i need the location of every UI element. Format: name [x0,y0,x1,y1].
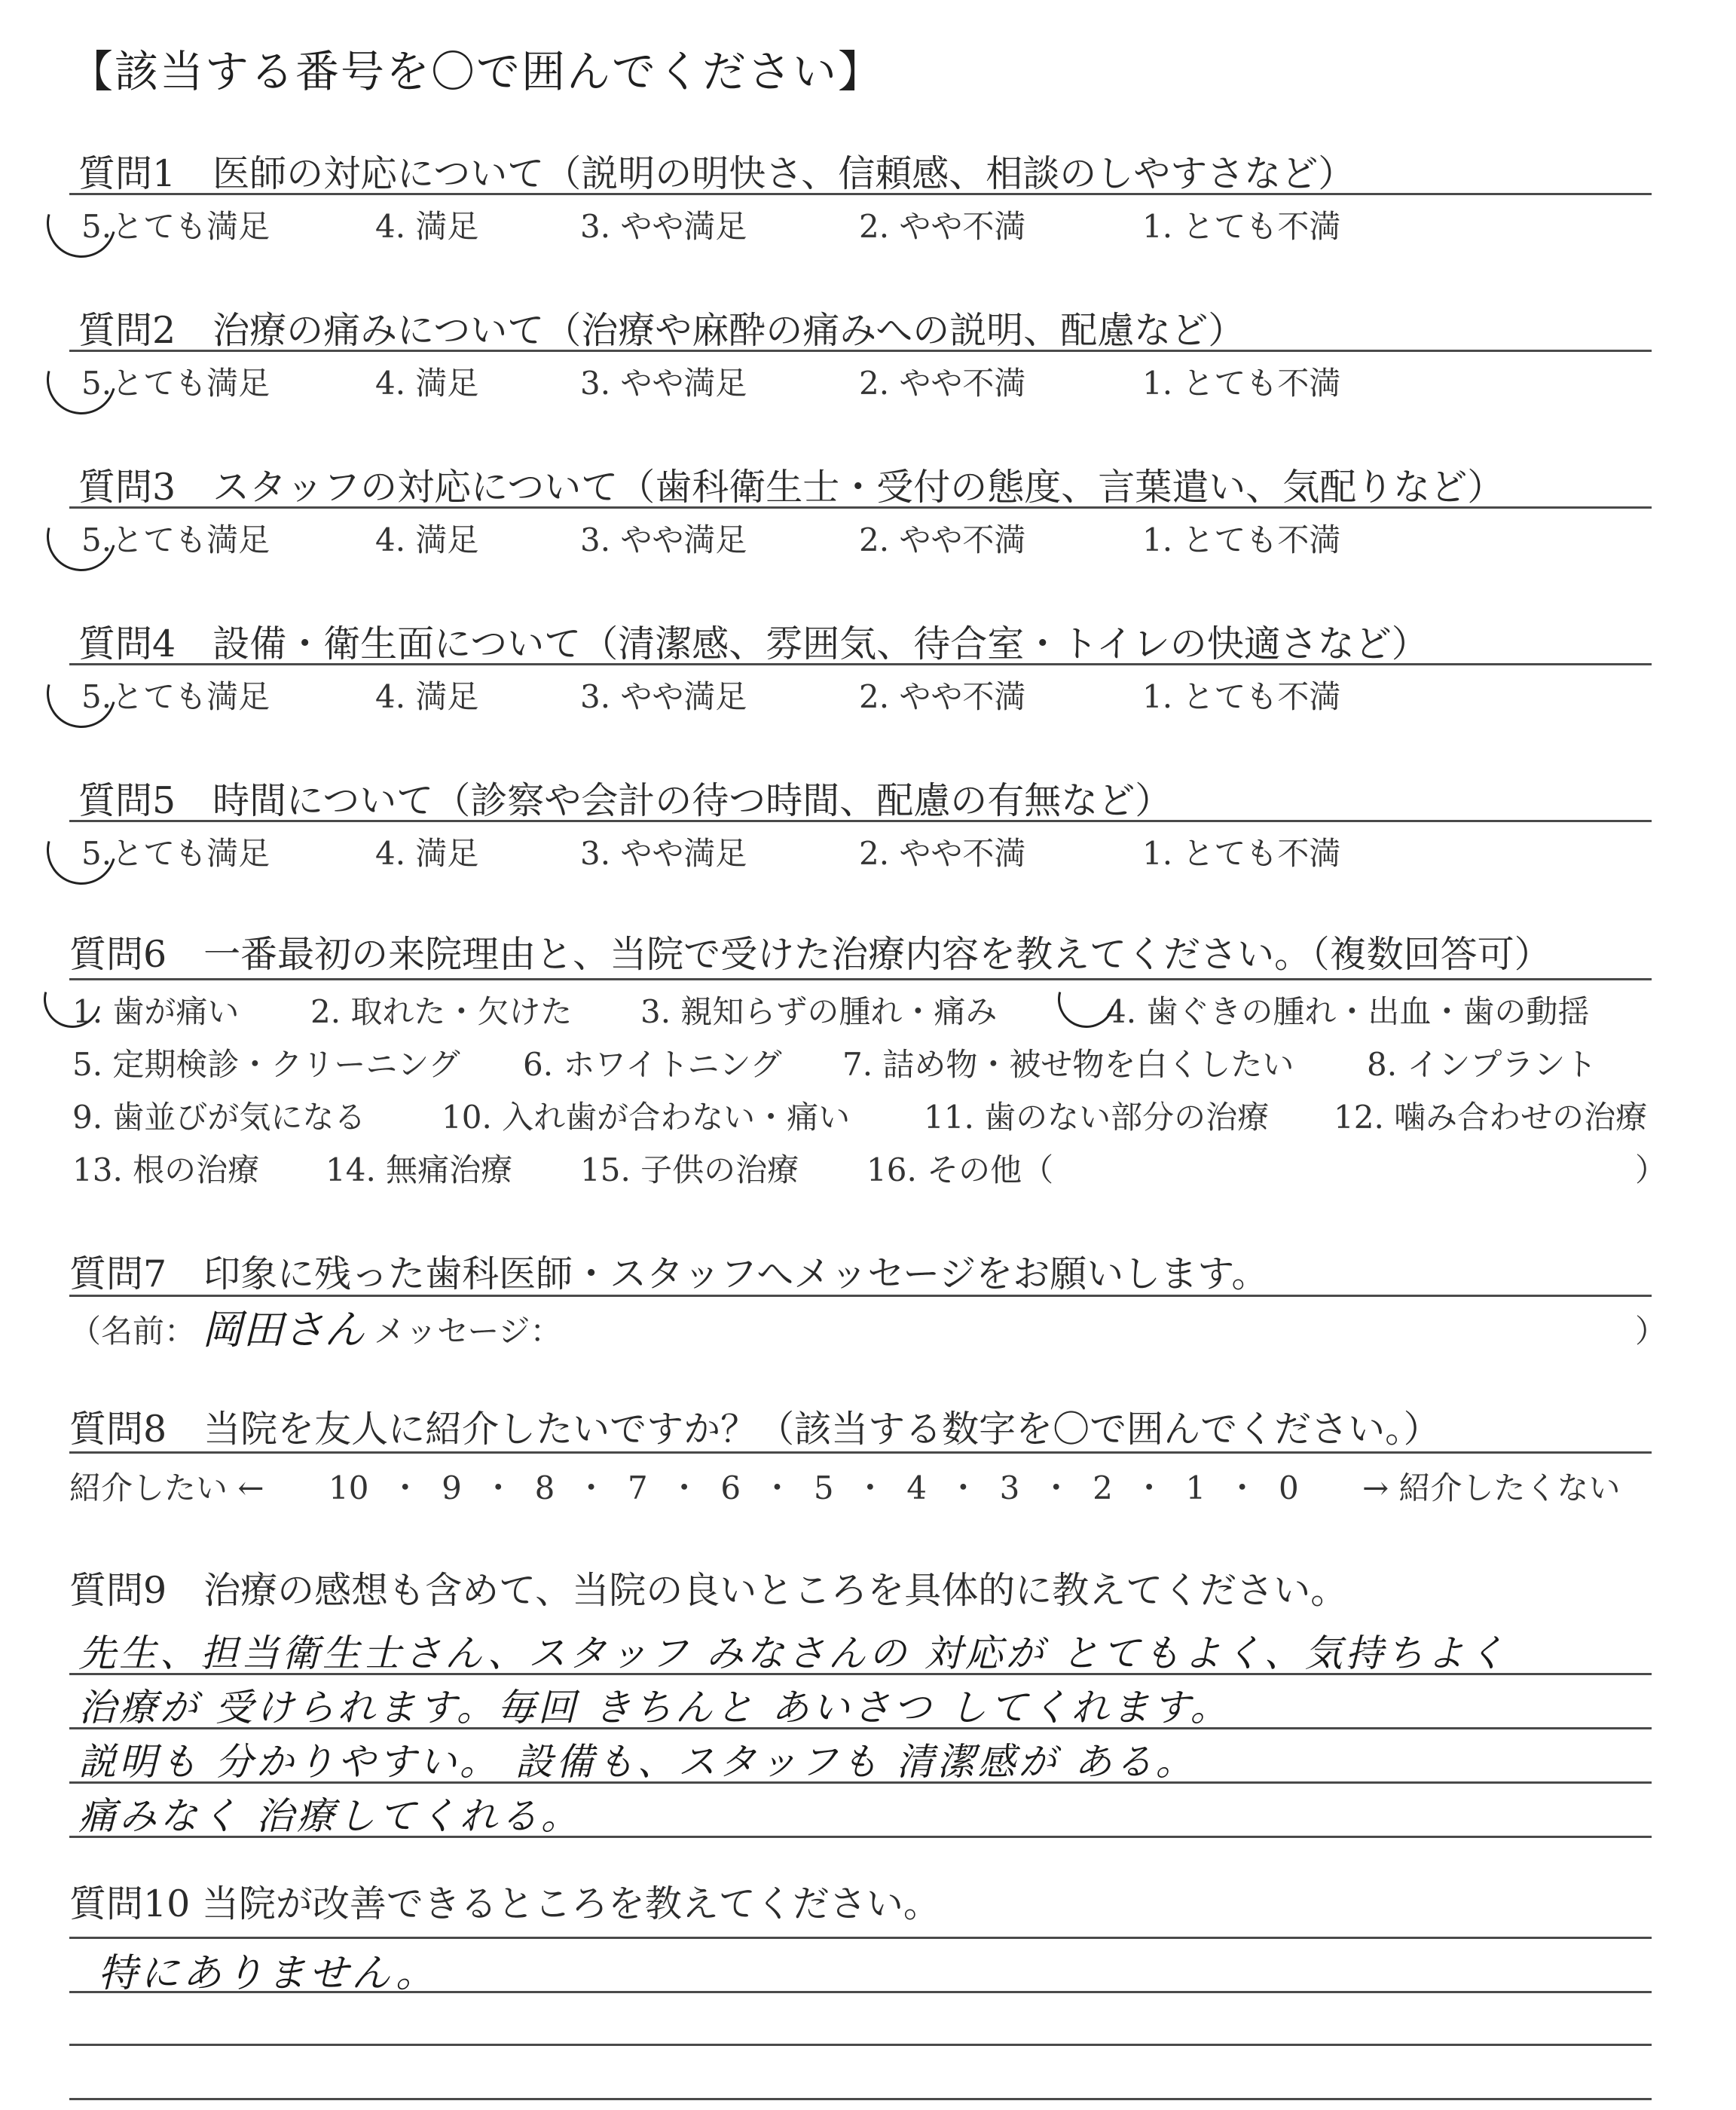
q1-option[interactable]: 3. やや満足 [580,208,747,245]
q7-rule [69,1295,1652,1297]
q6-option[interactable]: 15. 子供の治療 [580,1151,799,1188]
q10-title: 質問10 当院が改善できるところを教えてください。 [69,1882,940,1925]
q4-title: 質問4 設備・衛生面について（清潔感、雰囲気、待合室・トイレの快適さなど） [78,622,1429,665]
q6-option[interactable]: 5. 定期検診・クリーニング [72,1046,460,1083]
q1-rule [69,193,1652,195]
q5-option[interactable]: 5.とても満足 [81,835,270,872]
q2-option[interactable]: 4. 満足 [375,365,479,402]
q8-scale-right: → 紹介したくない [1362,1469,1621,1506]
q4-option[interactable]: 1. とても不満 [1142,678,1341,715]
q9-title: 質問9 治療の感想も含めて、当院の良いところを具体的に教えてください。 [69,1569,1348,1612]
q3-option[interactable]: 5.とても満足 [81,521,270,558]
q1-option[interactable]: 1. とても不満 [1142,208,1341,245]
q8-scale: 10 ・ 9 ・ 8 ・ 7 ・ 6 ・ 5 ・ 4 ・ 3 ・ 2 ・ 1 ・ 0 [329,1469,1299,1506]
q8-title: 質問8 当院を友人に紹介したいですか？（該当する数字を〇で囲んでください。） [69,1408,1441,1451]
q6-option[interactable]: 8. インプラント [1367,1046,1597,1083]
q3-title: 質問3 スタッフの対応について（歯科衛生士・受付の態度、言葉遣い、気配りなど） [78,466,1505,509]
q2-title: 質問2 治療の痛みについて（治療や麻酔の痛みへの説明、配慮など） [78,309,1245,352]
q6-option[interactable]: 4. 歯ぐきの腫れ・出血・歯の動揺 [1106,993,1590,1030]
q2-option[interactable]: 5.とても満足 [81,365,270,402]
q4-option[interactable]: 3. やや満足 [580,678,747,715]
q1-option[interactable]: 5.とても満足 [81,208,270,245]
q10-answer-rule [69,1937,1652,1939]
q2-rule [69,350,1652,352]
q10-answer-rule [69,2098,1652,2100]
q3-rule [69,506,1652,509]
q8-scale-left: 紹介したい ← [69,1469,264,1506]
q9-answer-line: 説明も 分かりやすい。 設備も、スタッフも 清潔感が ある。 [78,1740,1197,1784]
q1-option[interactable]: 4. 満足 [375,208,479,245]
q9-answer-line: 治療が 受けられます。毎回 きちんと あいさつ してくれます。 [78,1686,1231,1729]
q6-option[interactable]: 12. 噛み合わせの治療 [1334,1099,1648,1136]
q5-rule [69,820,1652,822]
q7-message-label: メッセージ： [374,1313,562,1350]
q3-option[interactable]: 3. やや満足 [580,521,747,558]
q4-option[interactable]: 2. やや不満 [859,678,1026,715]
q6-option[interactable]: 10. 入れ歯が合わない・痛い [442,1099,851,1136]
q3-option[interactable]: 4. 満足 [375,521,479,558]
q8-rule [69,1451,1652,1454]
q7-name-value: 岡田さん [202,1306,365,1353]
q6-option[interactable]: 14. 無痛治療 [326,1151,513,1188]
q6-option[interactable]: 9. 歯並びが気になる [72,1099,366,1136]
q7-close-paren: ） [1635,1313,1667,1350]
q9-answer-line: 先生、担当衛生士さん、スタッフ みなさんの 対応が とてもよく、気持ちよく [78,1631,1508,1675]
q10-answer-rule [69,2044,1652,2046]
q6-option[interactable]: 1. 歯が痛い [72,993,240,1030]
q6-other-close: ） [1635,1151,1667,1188]
q6-option[interactable]: 16. その他（ [866,1151,1054,1188]
q9-answer-line: 痛みなく 治療してくれる。 [78,1794,582,1838]
q4-option[interactable]: 4. 満足 [375,678,479,715]
q2-option[interactable]: 1. とても不満 [1142,365,1341,402]
q4-option[interactable]: 5.とても満足 [81,678,270,715]
q1-title: 質問1 医師の対応について（説明の明快さ、信頼感、相談のしやすさなど） [78,152,1355,195]
q6-title: 質問6 一番最初の来院理由と、当院で受けた治療内容を教えてください。（複数回答可） [69,933,1551,976]
q10-answer-line: 特にありません。 [98,1951,439,1996]
q3-option[interactable]: 2. やや不満 [859,521,1026,558]
q6-option[interactable]: 11. 歯のない部分の治療 [924,1099,1270,1136]
q6-option[interactable]: 7. 詰め物・被せ物を白くしたい [842,1046,1294,1083]
q7-name-label: （名前： [69,1313,197,1350]
q5-option[interactable]: 2. やや不満 [859,835,1026,872]
q6-option[interactable]: 13. 根の治療 [72,1151,260,1188]
q5-option[interactable]: 1. とても不満 [1142,835,1341,872]
q6-option[interactable]: 6. ホワイトニング [523,1046,782,1083]
q6-option[interactable]: 2. 取れた・欠けた [310,993,573,1030]
q4-rule [69,663,1652,665]
form-header: 【該当する番号を〇で囲んでください】 [69,46,884,97]
q6-rule [69,978,1652,980]
q1-option[interactable]: 2. やや不満 [859,208,1026,245]
q7-title: 質問7 印象に残った歯科医師・スタッフへメッセージをお願いします。 [69,1252,1269,1295]
q5-title: 質問5 時間について（診察や会計の待つ時間、配慮の有無など） [78,779,1172,822]
q3-option[interactable]: 1. とても不満 [1142,521,1341,558]
q2-option[interactable]: 2. やや不満 [859,365,1026,402]
q5-option[interactable]: 4. 満足 [375,835,479,872]
q6-option[interactable]: 3. 親知らずの腫れ・痛み [640,993,998,1030]
q5-option[interactable]: 3. やや満足 [580,835,747,872]
q2-option[interactable]: 3. やや満足 [580,365,747,402]
